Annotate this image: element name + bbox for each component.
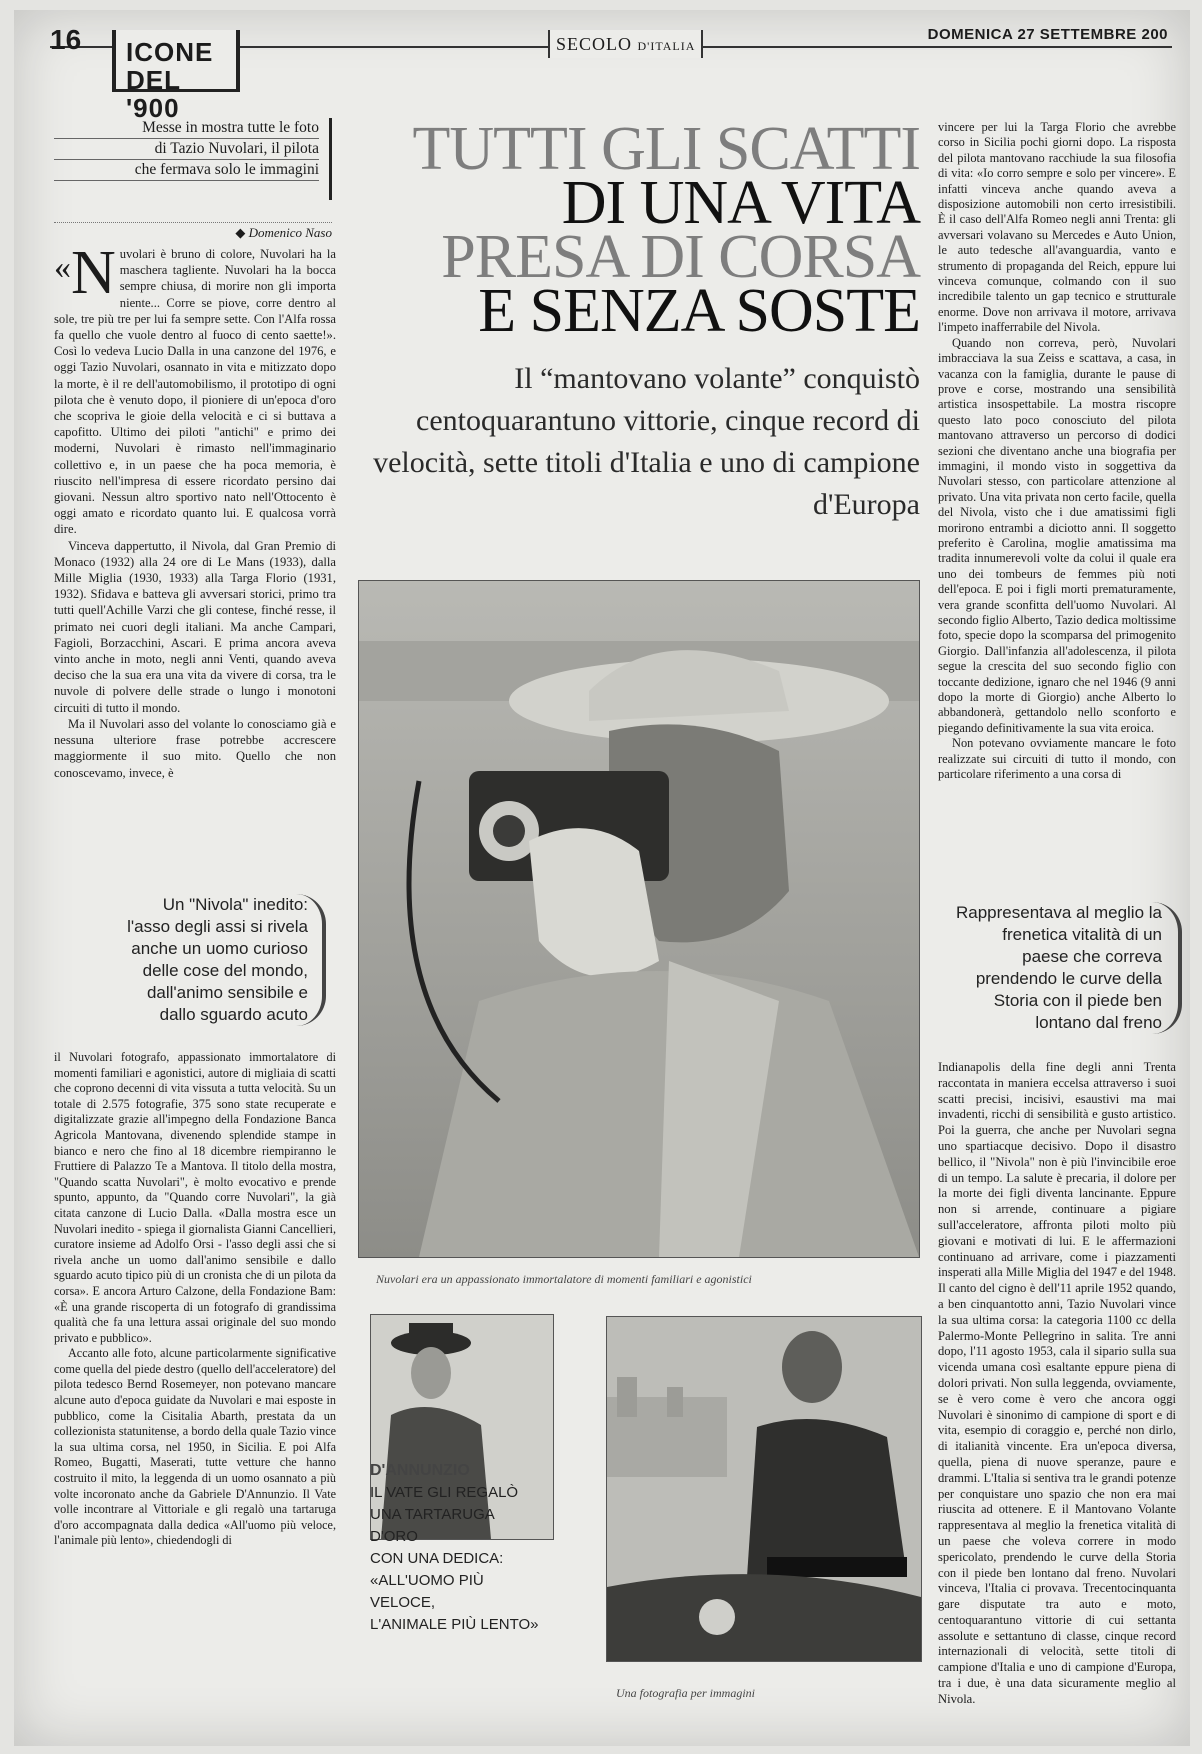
column-right-lower [938, 1060, 1176, 1708]
paragraph: Quando non correva, però, Nuvolari imbracciava la sua Zeiss e scattava, a casa, in vacanza con la famiglia, durante le pause di prove e corse, mostrando una sensibilità artistica insospettabile. La mostra riscopre questo lato poco conosciuto del pilota mantovano attraverso un percorso di dodici sezioni che diventano anche una biografia per immagini, il mondo visto in soggettiva da Nuvolari stesso, con particolare attenzione al privato. Una vita privata non certo facile, quella del Nivola, visto che i due amatissimi figli morirono entrambi a diciotto anni. Il soggetto preferito è Carolina, moglie amatissima ma tradita innumerevoli volte da colui il quale era uno dei tombeurs de femmes più noti dell'epoca. E poi i figli morti prematuramente, vera grande sconfitta dell'uomo Nuvolari. Al secondo figlio Alberto, Tazio dedica moltissime foto, specie dopo la scomparsa del primogenito Giorgio. Dall'infanzia all'adolescenza, il pilota segue la crescita del suo secondo figlio con toccante dedizione, ignaro che nel 1946 (9 anni dopo la morte di Giorgio) anche Alberto lo abbandonerà, gettandolo nello sconforto e piegando definitivamente la sua vita eroica. [938, 335, 1176, 735]
column-left-upper [54, 239, 336, 781]
lede-line-3: che fermava solo le immagini [54, 160, 319, 181]
section-line-1: ICONE [126, 37, 214, 67]
masthead-title: SECOLO [556, 34, 633, 54]
paragraph: Ma il Nuvolari asso del volante lo conosciamo già e nessuna ulteriore frase potrebbe accrescere maggiormente il suo mito. Quello che non conoscevamo, invece, è [54, 716, 336, 780]
quote-mark: « [54, 249, 71, 286]
pull-quote-left: Un "Nivola" inedito: l'asso degli assi si rivela anche un uomo curioso delle cose del mondo, dall'animo sensibile e dallo sguardo acuto [124, 894, 326, 1026]
dannunzio-line: «ALL'UOMO PIÙ VELOCE, [370, 1572, 484, 1611]
headline-line-1: TUTTI GLI SCATTI [412, 115, 920, 183]
dannunzio-box [370, 1460, 542, 1636]
dannunzio-line: L'ANIMALE PIÙ LENTO» [370, 1616, 539, 1633]
masthead-sub: D'ITALIA [637, 39, 696, 53]
deck-subtitle: Il “mantovano volante” conquistò centoquarantuno vittorie, cinque record di velocità, sette titoli d'Italia e uno di campione d'Europa [373, 362, 920, 521]
race-photo-caption: Una fotografia per immagini [616, 1686, 756, 1700]
page-number: 16 [50, 24, 82, 55]
newspaper-page [14, 10, 1190, 1746]
paragraph: Indianapolis della fine degli anni Trenta raccontata in maniera eccelsa attraverso i suoi scatti precisi, incisivi, esaustivi ma mai invadenti, ricchi di sensibilità e gusto artistico. Poi la guerra, che anche per Nuvolari segna uno spartiacque decisivo. Dopo il disastro bellico, il "Nivola" non è più l'invincibile eroe di un tempo. La salute è precaria, il dolore per la morte dei figli diventa lancinante. Eppure non si arrende, continuare a pigiare sull'acceleratore, affronta piloti molto più giovani e motivati di lui. E le affermazioni continuano ad arrivare, come i piazzamenti insperati alla Mille Miglia del 1947 e del 1948. Il canto del cigno è dell'11 aprile 1952 quando, a ben cinquantotto anni, Tazio Nuvolari vince la sua ultima corsa: la categoria 1100 cc della Palermo-Monte Pellegrino in salita. Tre anni dopo, l'11 agosto 1953, cala il sipario sulla sua vicenda umana così esaltante eppure piena di dolori privati. Non sulla leggenda, ovviamente, se è vero come è vero che ancora oggi Nuvolari è sinonimo di campione di sport e di vita, esempio di coraggio e, perché non dirlo, di italianità vincente. Era un'epoca diversa, quella, piena di nuove speranze, paure e drammi. L'Italia si sentiva tra le grandi potenze per conquistare uno spazio che non era mai riuscita ad ottenere. E il Mantovano Volante rappresentava al meglio la frenetica vitalità di un paese che voleva correre in modo spericolato, prendendo le curve della Storia con il piede ben lontano dal freno. Nuvolari vinceva, l'Italia ci provava. Trecentocinquanta gare disputate tra auto e moto, centoquarantuno vittorie di cui settanta assolute e settantuno di classe, cinque record internazionali di velocità, sette titoli di campione d'Italia e uno di campione d'Europa, tra i due, è una data sicuramente meglio al Nivola. [938, 1060, 1176, 1706]
section-label [112, 30, 240, 123]
paragraph: Vinceva dappertutto, il Nivola, dal Gran Premio di Monaco (1932) alla 24 ore di Le Mans (1933), dalla Mille Miglia (1930, 1933) alla Targa Florio (1931, 1932). Sfidava e batteva gli avversari storici, primo tra tutti quell'Achille Varzi che gli contese, finché resse, il primato nei cuori degli italiani. Ma anche Campari, Fagioli, Borzacchini, Ascari. E prima ancora aveva vinto anche in moto, negli anni Venti, quando aveva deciso che la sua era una vita da vivere di corsa, tra le nuvole di polvere delle strade o lungo i monotoni circuiti di tutto il mondo. [54, 538, 336, 715]
dannunzio-line: IL VATE GLI REGALÒ [370, 1484, 519, 1501]
headline-line-4: E SENZA SOSTE [478, 277, 920, 345]
lede-box [54, 118, 332, 200]
headline-line-2: DI UNA VITA [561, 169, 920, 237]
pull-quote-right: Rappresentava al meglio la frenetica vitalità di un paese che correva prendendo le curve della Storia con il piede ben lontano dal freno [954, 902, 1182, 1034]
main-photo-caption: Nuvolari era un appassionato immortalatore di momenti familiari e agonistici [376, 1272, 752, 1286]
paragraph: Non potevano ovviamente mancare le foto realizzate sui circuiti di tutto il mondo, con particolare riferimento a una corsa di [938, 736, 1176, 782]
section-line-2: DEL '900 [126, 65, 181, 123]
photo-illustration [359, 581, 919, 1257]
headline-line-3: PRESA DI CORSA [441, 223, 920, 291]
main-photo-nuvolari-camera [358, 580, 920, 1258]
lede-line-2: di Tazio Nuvolari, il pilota [54, 139, 319, 160]
lede-line-1: Messe in mostra tutte le foto [54, 118, 319, 139]
masthead [548, 30, 703, 58]
issue-date: DOMENICA 27 SETTEMBRE 200 [927, 26, 1168, 43]
column-right-upper [938, 120, 1176, 782]
paragraph: il Nuvolari fotografo, appassionato immortalatore di momenti familiari e agonistici, autore di migliaia di scatti che coprono decenni di vita vissuta a tutta velocità. Su un totale di 2.575 fotografie, 375 sono state recuperate e digitalizzate grazie all'impegno della Fondazione Banca Agricola Mantovana, divenendo splendide stampe in bianco e nero che fino al 18 dicembre riempiranno le Fruttiere di Palazzo Te a Mantova. Il titolo della mostra, "Quando scatta Nuvolari", è molto evocativo e prende spunto, appunto, da "Quando corre Nuvolari", la già citata canzone di Lucio Dalla. «Dalla mostra esce un Nuvolari inedito - spiega il giornalista Gianni Cancellieri, curatore insieme ad Adolfo Orsi - l'asso degli assi che si rivela anche un uomo dall'animo sensibile e dallo sguardo acuto tipico più di un cronista che di un pilota da corsa». E ancora Arturo Calzone, della Fondazione Bam: «È una grande riscoperta di un fotografo di grandissima qualità che fa una lettura assai originale del suo mondo privato e pubblico». [54, 1050, 336, 1345]
paragraph: vincere per lui la Targa Florio che avrebbe corso in Sicilia pochi giorni dopo. La risposta del pilota mantovano racchiude la sua filosofia di vita: «Io corro sempre e solo per vincere». E infatti vinceva anche quando aveva a disposizione automobili non certo irresistibili. È il caso dell'Alfa Romeo negli anni Trenta: gli avversari volavano su Mercedes e Auto Union, le auto tedesche all'avanguardia, vanto e strumento di propaganda del Reich, eppure lui vinceva comunque, colmando con il suo incredibile talento un gap tecnico e strutturale enorme. Dove non arrivava il motore, arrivava l'impeto inafferrabile del Nivola. [938, 120, 1176, 335]
dannunzio-line: UNA TARTARUGA D'ORO [370, 1506, 494, 1545]
paragraph [54, 239, 336, 538]
paragraph-text: uvolari è bruno di colore, Nuvolari ha la maschera tagliente. Nuvolari ha la bocca sempre chiusa, di morire non gli importa niente... Corre se piove, corre dentro al sole, tre più tre per lui fa sempre sette. Con l'Alfa rossa fa quello che vuole dentro al fuoco di cento saette!». Così lo vedeva Lucio Dalla in una canzone del 1976, e oggi Tazio Nuvolari, osannato in vita e mitizzato dopo la morte, è il re dell'automobilismo, il prototipo di ogni pilota che è venuto dopo, il pioniere di un'epoca d'oro che scopriva le gioie della velocità e ci si buttava a capofitto. Ultimo dei piloti "antichi" e primo dei moderni, Nuvolari è rimasto nell'immaginario collettivo e, in un paese che ha poca memoria, è riuscito nell'impresa di essere ricordato persino dai giovani. Nessun altro sportivo nato nell'Ottocento è oggi amato e ricordato quanto lui. E qualcosa vorrà dire. [54, 247, 336, 537]
byline-author: Domenico Naso [248, 225, 332, 240]
drop-cap: N [71, 239, 116, 307]
race-illustration [607, 1317, 921, 1661]
column-left-lower [54, 1050, 336, 1549]
headline [340, 115, 920, 345]
byline: ◆ Domenico Naso [54, 222, 332, 241]
paragraph: Accanto alle foto, alcune particolarmente significative come quella del piede destro (quello dell'acceleratore) del pilota tedesco Bernd Rosemeyer, non potevano mancare alcune auto d'epoca guidate da Nuvolari e mai esposte in pubblico, come la Cisitalia Abarth, prestata da un collezionista statunitense, a bordo della quale Tazio vince la sua ultima corsa, nel 1950, in Sicilia. E poi Alfa Romeo, Bugatti, Maserati, tutte vetture che hanno costruito il mito, la leggenda di un uomo osannato a più volte incoronato anche da Gabriele D'Annunzio. Il Vate volle incontrare al Vittoriale e gli regalò una tartaruga d'oro accompagnata dalla dedica «All'uomo più veloce, l'animale più lento», chiedendogli di [54, 1346, 336, 1548]
dannunzio-title: D'ANNUNZIO [370, 1462, 470, 1479]
nuvolari-race-photo [606, 1316, 922, 1662]
dannunzio-line: CON UNA DEDICA: [370, 1550, 504, 1567]
